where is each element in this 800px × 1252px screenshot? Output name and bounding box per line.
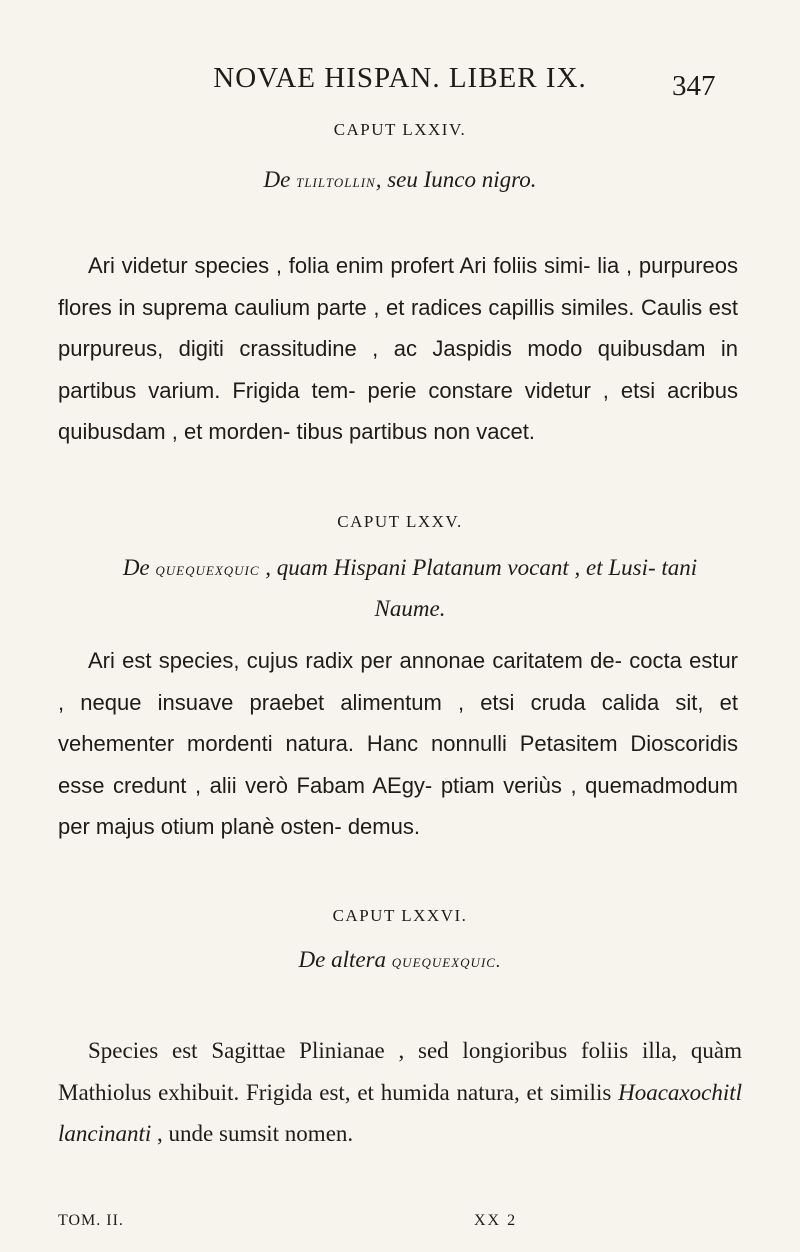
- chapter-heading-lxxv: CAPUT LXXV.: [337, 512, 463, 531]
- paragraph: Ari est species, cujus radix per annonae caritatem de- cocta estur , neque insuave praebet alimentum , etsi cruda calida sit, et vehementer mordenti natura. Hanc nonnulli Petasitem Dioscoridis esse credunt , alii verò Fabam AEgy- ptiam veriùs , quemadmodum per majus otium planè osten- demus.: [58, 648, 738, 839]
- chapter-title-lxxv: [110, 548, 710, 629]
- chapter-text-lxxv: [58, 640, 738, 848]
- paragraph-end: , unde sumsit nomen.: [151, 1121, 354, 1146]
- signature-mark: XX 2: [474, 1212, 518, 1229]
- plant-name-italic: Hoacaxochitl lancinanti: [58, 1079, 742, 1146]
- paragraph: Ari videtur species , folia enim profert Ari foliis simi- lia , purpureos flores in suprema caulium parte , et radices capillis similes. Caulis est purpureus, digiti crassitudine , ac Jaspidis modo quibusdam in partibus varium. Frigida tem- perie constare videtur , etsi acribus quibusdam , et morden- tibus partibus non vacet.: [58, 253, 738, 444]
- title-suffix: , seu Iunco nigro.: [375, 167, 537, 192]
- paragraph-start: Species est Sagittae Plinianae , sed longioribus foliis illa, quàm Mathiolus exhibuit. Frigida est, et humida natura, et similis: [58, 1038, 742, 1105]
- title-prefix: De: [263, 167, 297, 192]
- plant-name: quequexquic.: [391, 951, 502, 971]
- page-number: 347: [672, 70, 716, 102]
- title-prefix: De: [122, 555, 156, 580]
- chapter-text-lxxvi: [58, 1030, 742, 1155]
- running-head: NOVAE HISPAN. LIBER IX.: [213, 62, 587, 94]
- chapter-heading-lxxvi: CAPUT LXXVI.: [332, 906, 468, 925]
- title-suffix: , quam Hispani Platanum vocant , et Lusi- tani Naume.: [259, 555, 698, 621]
- chapter-title-lxxiv: [0, 160, 800, 201]
- chapter-title-lxxvi: [0, 940, 800, 981]
- chapter-text-lxxiv: [58, 245, 738, 453]
- volume-mark: TOM. II.: [58, 1212, 124, 1229]
- chapter-heading-lxxiv: CAPUT LXXIV.: [333, 120, 467, 139]
- plant-name: tliltollin: [296, 171, 376, 191]
- title-prefix: De altera: [298, 947, 392, 972]
- plant-name: quequexquic: [155, 559, 260, 579]
